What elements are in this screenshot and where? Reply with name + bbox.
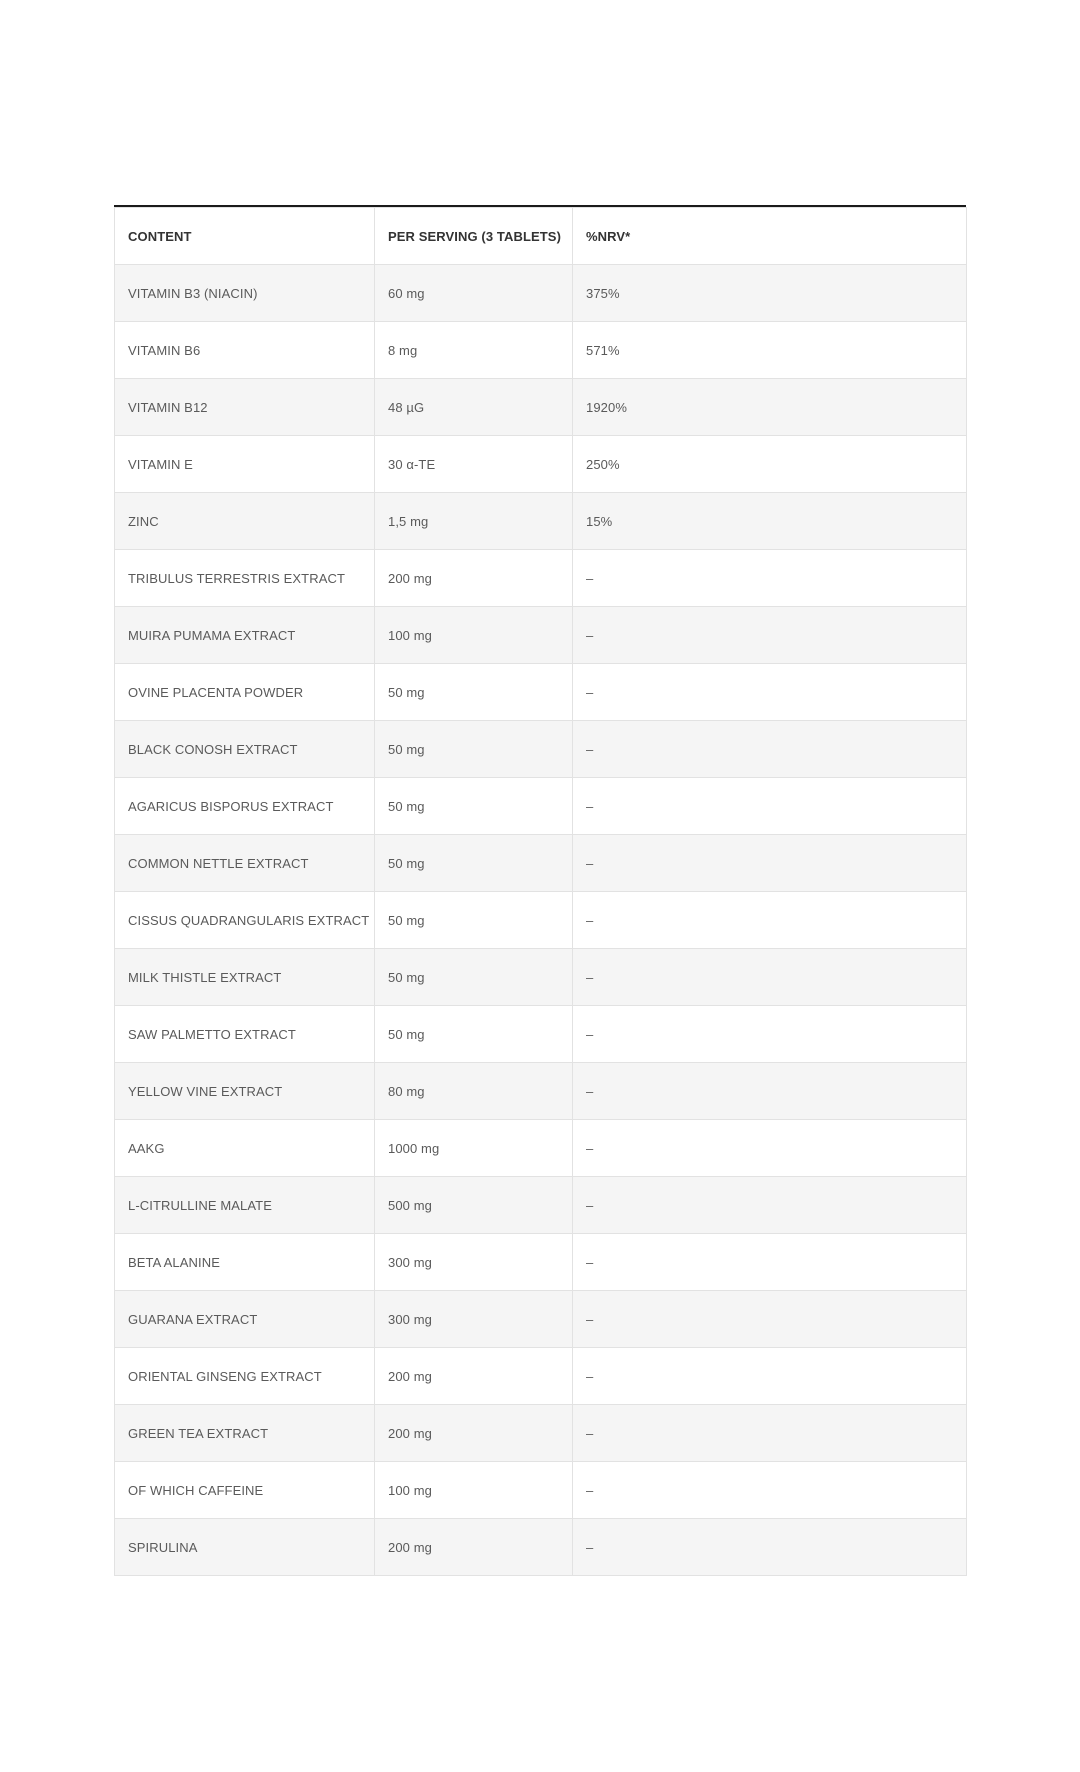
cell-per-serving: 30 α-TE (375, 436, 573, 493)
table-row (115, 265, 967, 322)
cell-per-serving: 300 mg (375, 1234, 573, 1291)
cell-content: OVINE PLACENTA POWDER (115, 664, 375, 721)
table-row (115, 436, 967, 493)
cell-content: BLACK CONOSH EXTRACT (115, 721, 375, 778)
cell-content: AGARICUS BISPORUS EXTRACT (115, 778, 375, 835)
header-per-serving: PER SERVING (3 TABLETS) (375, 208, 573, 265)
cell-nrv: 15% (573, 493, 967, 550)
cell-per-serving: 1000 mg (375, 1120, 573, 1177)
cell-per-serving: 500 mg (375, 1177, 573, 1234)
cell-nrv: – (573, 1234, 967, 1291)
header-nrv: %NRV* (573, 208, 967, 265)
cell-per-serving: 100 mg (375, 1462, 573, 1519)
cell-per-serving: 300 mg (375, 1291, 573, 1348)
cell-per-serving: 200 mg (375, 1519, 573, 1576)
table-row (115, 1519, 967, 1576)
table-row (115, 1006, 967, 1063)
cell-per-serving: 60 mg (375, 265, 573, 322)
cell-nrv: 250% (573, 436, 967, 493)
table-row (115, 1405, 967, 1462)
cell-per-serving: 50 mg (375, 1006, 573, 1063)
table-row (115, 1063, 967, 1120)
nutrition-table-container (114, 207, 966, 1576)
cell-per-serving: 8 mg (375, 322, 573, 379)
cell-nrv: 571% (573, 322, 967, 379)
cell-content: MILK THISTLE EXTRACT (115, 949, 375, 1006)
cell-nrv: – (573, 1519, 967, 1576)
cell-content: VITAMIN B6 (115, 322, 375, 379)
cell-content: TRIBULUS TERRESTRIS EXTRACT (115, 550, 375, 607)
cell-content: L-CITRULLINE MALATE (115, 1177, 375, 1234)
table-row (115, 1462, 967, 1519)
cell-content: ZINC (115, 493, 375, 550)
cell-content: ORIENTAL GINSENG EXTRACT (115, 1348, 375, 1405)
cell-content: YELLOW VINE EXTRACT (115, 1063, 375, 1120)
cell-content: GUARANA EXTRACT (115, 1291, 375, 1348)
cell-per-serving: 48 µG (375, 379, 573, 436)
cell-nrv: – (573, 949, 967, 1006)
table-row (115, 1234, 967, 1291)
cell-per-serving: 50 mg (375, 721, 573, 778)
table-row (115, 550, 967, 607)
cell-per-serving: 50 mg (375, 892, 573, 949)
table-row (115, 664, 967, 721)
cell-per-serving: 50 mg (375, 949, 573, 1006)
header-content: CONTENT (115, 208, 375, 265)
table-row (115, 1348, 967, 1405)
cell-content: BETA ALANINE (115, 1234, 375, 1291)
table-row (115, 607, 967, 664)
cell-nrv: – (573, 1120, 967, 1177)
table-row (115, 1177, 967, 1234)
cell-content: GREEN TEA EXTRACT (115, 1405, 375, 1462)
table-header-row (115, 208, 967, 265)
cell-per-serving: 200 mg (375, 550, 573, 607)
cell-content: VITAMIN B3 (NIACIN) (115, 265, 375, 322)
cell-content: MUIRA PUMAMA EXTRACT (115, 607, 375, 664)
cell-per-serving: 50 mg (375, 778, 573, 835)
table-row (115, 778, 967, 835)
cell-nrv: – (573, 664, 967, 721)
cell-per-serving: 1,5 mg (375, 493, 573, 550)
cell-nrv: – (573, 1063, 967, 1120)
cell-nrv: – (573, 1291, 967, 1348)
table-row (115, 949, 967, 1006)
cell-nrv: – (573, 1405, 967, 1462)
cell-nrv: – (573, 1006, 967, 1063)
cell-per-serving: 50 mg (375, 835, 573, 892)
table-row (115, 721, 967, 778)
cell-per-serving: 80 mg (375, 1063, 573, 1120)
cell-nrv: – (573, 1462, 967, 1519)
table-row (115, 322, 967, 379)
cell-nrv: – (573, 778, 967, 835)
cell-content: VITAMIN B12 (115, 379, 375, 436)
cell-per-serving: 50 mg (375, 664, 573, 721)
table-row (115, 835, 967, 892)
cell-content: VITAMIN E (115, 436, 375, 493)
cell-per-serving: 200 mg (375, 1405, 573, 1462)
cell-nrv: – (573, 550, 967, 607)
cell-nrv: 1920% (573, 379, 967, 436)
cell-content: AAKG (115, 1120, 375, 1177)
cell-per-serving: 100 mg (375, 607, 573, 664)
table-row (115, 493, 967, 550)
cell-per-serving: 200 mg (375, 1348, 573, 1405)
cell-content: SPIRULINA (115, 1519, 375, 1576)
cell-nrv: – (573, 892, 967, 949)
cell-content: COMMON NETTLE EXTRACT (115, 835, 375, 892)
cell-content: OF WHICH CAFFEINE (115, 1462, 375, 1519)
table-row (115, 1291, 967, 1348)
cell-nrv: – (573, 607, 967, 664)
cell-nrv: – (573, 1348, 967, 1405)
table-row (115, 1120, 967, 1177)
cell-content: CISSUS QUADRANGULARIS EXTRACT (115, 892, 375, 949)
cell-nrv: – (573, 1177, 967, 1234)
table-row (115, 379, 967, 436)
nutrition-table (114, 207, 967, 1576)
cell-content: SAW PALMETTO EXTRACT (115, 1006, 375, 1063)
cell-nrv: 375% (573, 265, 967, 322)
table-body (115, 265, 967, 1576)
cell-nrv: – (573, 835, 967, 892)
table-row (115, 892, 967, 949)
cell-nrv: – (573, 721, 967, 778)
